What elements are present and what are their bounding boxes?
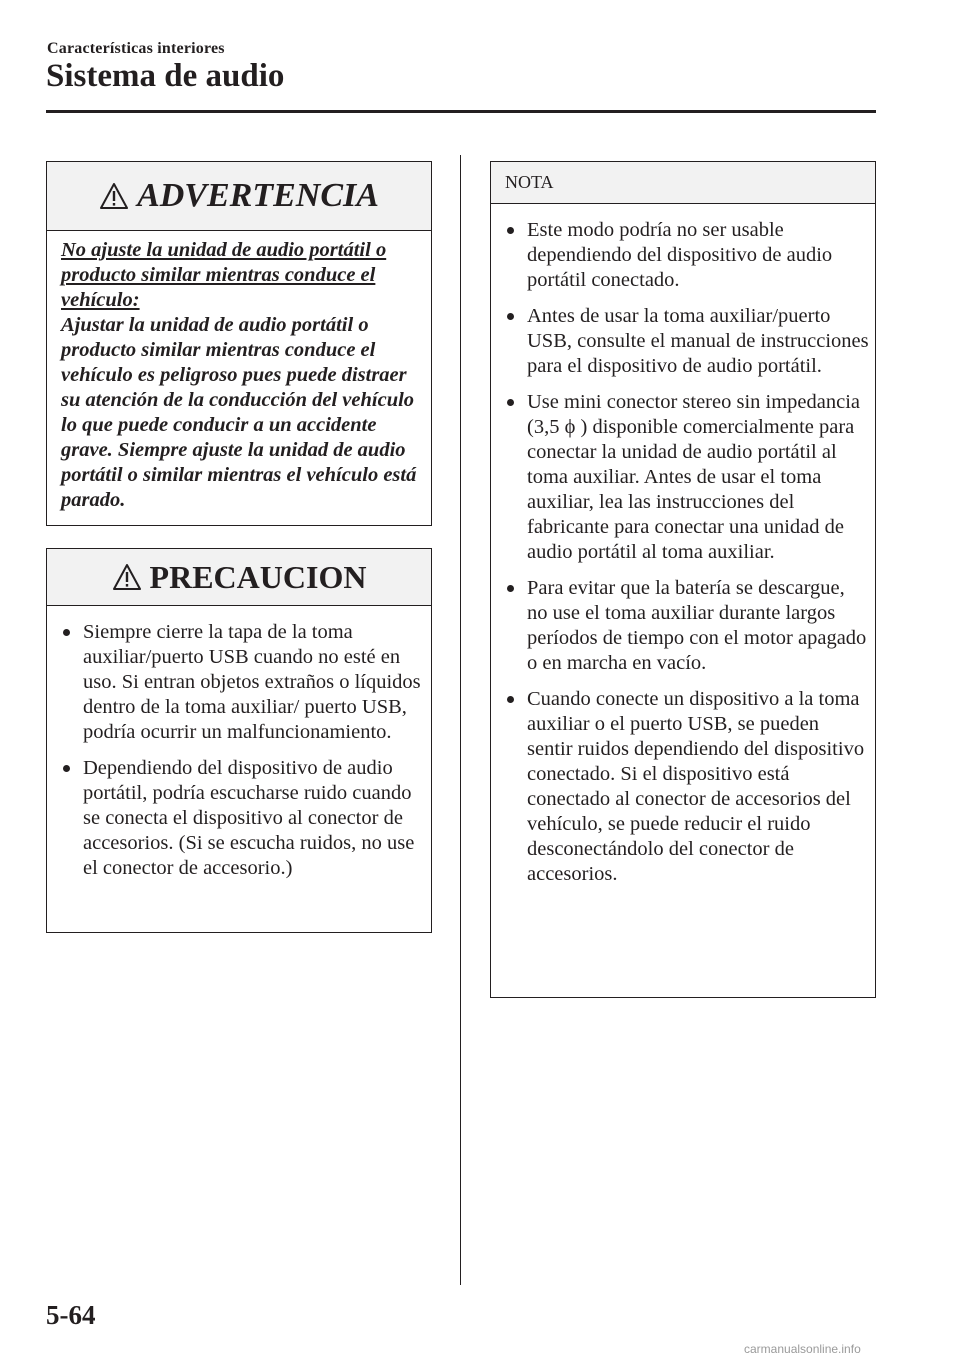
warning-title: ADVERTENCIA: [137, 177, 379, 214]
note-header: [491, 162, 875, 204]
bullet-icon: [507, 696, 514, 703]
list-item-text: Cuando conecte un dispositivo a la toma auxiliar o el puerto USB, se pueden sentir ruidos dependiendo del dispositivo conectado. Si el dispositivo está conectado al conector de accesorios del vehículo, se puede reducir el ruido desconectándolo del conector de accesorios.: [527, 688, 865, 885]
warning-triangle-icon: [99, 181, 129, 211]
list-item: [503, 218, 869, 293]
list-item-text: Dependiendo del dispositivo de audio portátil, podría escucharse ruido cuando se conecta el dispositivo al conector de accesorios. (Si se escucha ruidos, no use el conector de accesorio.): [83, 757, 415, 879]
caution-box: [46, 548, 432, 933]
page-number: 5-64: [46, 1300, 96, 1330]
bullet-icon: [507, 227, 514, 234]
list-item-text: Siempre cierre la tapa de la toma auxiliar/puerto USB cuando no esté en uso. Si entran objetos extraños o líquidos dentro de la toma auxiliar/ puerto USB, podría ocurrir un malfuncionamiento.: [83, 621, 421, 743]
note-title: NOTA: [505, 172, 554, 192]
section-label: Características interiores: [47, 40, 225, 57]
list-item-text: Este modo podría no ser usable dependiendo del dispositivo de audio portátil conectado.: [527, 219, 833, 291]
warning-body: [47, 231, 431, 513]
warning-text: Ajustar la unidad de audio portátil o producto similar mientras conduce el vehículo es peligroso pues puede distraer su atención de la conducción del vehículo lo que puede conducir a un accidente grave. Siempre ajuste la unidad de audio portátil o similar mientras el vehículo está parado.: [61, 314, 417, 511]
warning-box: [46, 161, 432, 526]
bullet-icon: [63, 629, 70, 636]
caution-header: [47, 549, 431, 606]
bullet-icon: [507, 585, 514, 592]
list-item: [503, 687, 869, 887]
list-item-text: Para evitar que la batería se descargue, no use el toma auxiliar durante largos períodos de tiempo con el motor apagado o en marcha en vacío.: [527, 577, 867, 674]
caution-title: PRECAUCION: [149, 559, 367, 595]
note-list: [491, 204, 875, 887]
warning-heading: No ajuste la unidad de audio portátil o producto similar mientras conduce el vehículo:: [61, 239, 387, 311]
bullet-icon: [507, 313, 514, 320]
warning-triangle-icon: [112, 562, 142, 592]
list-item-text: Antes de usar la toma auxiliar/puerto USB, consulte el manual de instrucciones para el dispositivo de audio portátil.: [527, 305, 869, 377]
list-item: [503, 390, 869, 565]
caution-list: [47, 606, 431, 881]
list-item: [59, 620, 425, 745]
list-item-text: Use mini conector stereo sin impedancia (3,5 ϕ ) disponible comercialmente para conectar la unidad de audio portátil al toma auxiliar. Antes de usar el toma auxiliar, lea las instrucciones del fabricante para conectar una unidad de audio portátil al toma auxiliar.: [527, 391, 861, 563]
watermark-link[interactable]: carmanualsonline.info: [744, 1342, 861, 1356]
title-rule: [46, 110, 876, 113]
list-item: [503, 304, 869, 379]
page-title: Sistema de audio: [46, 58, 285, 94]
warning-header: [47, 162, 431, 231]
bullet-icon: [63, 765, 70, 772]
note-box: [490, 161, 876, 998]
bullet-icon: [507, 399, 514, 406]
column-divider: [460, 155, 461, 1285]
list-item: [59, 756, 425, 881]
list-item: [503, 576, 869, 676]
